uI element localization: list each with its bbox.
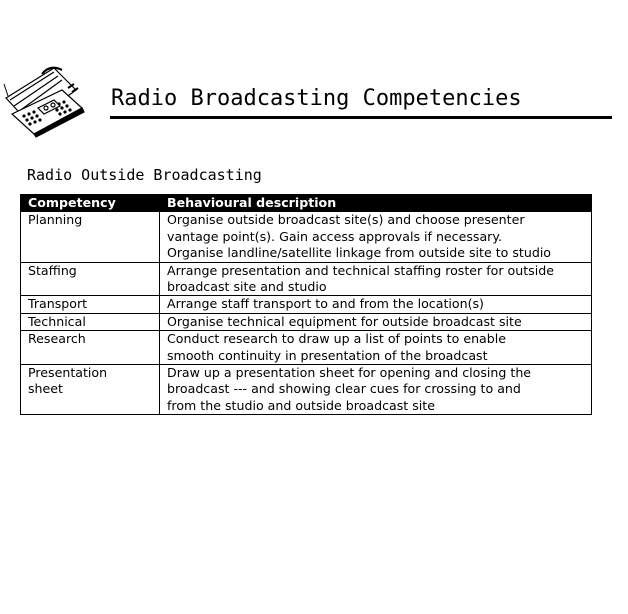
competency-cell: Planning xyxy=(21,212,160,262)
competency-cell: Research xyxy=(21,331,160,365)
table-row xyxy=(21,365,592,415)
table-row xyxy=(21,331,592,365)
description-cell: Organise outside broadcast site(s) and choose presenter vantage point(s). Gain access approvals if necessary. Organise landline/satellite linkage from outside site to studio xyxy=(160,212,592,262)
description-cell: Draw up a presentation sheet for opening and closing the broadcast --- and showing clear cues for crossing to and from the studio and outside broadcast site xyxy=(160,365,592,415)
table-row xyxy=(21,296,592,313)
description-cell: Organise technical equipment for outside broadcast site xyxy=(160,313,592,330)
competency-cell: Transport xyxy=(21,296,160,313)
competency-table xyxy=(20,194,592,415)
competency-cell: Technical xyxy=(21,313,160,330)
section-title: Radio Outside Broadcasting xyxy=(27,166,262,184)
competency-cell: Staffing xyxy=(21,262,160,296)
table-row xyxy=(21,212,592,262)
competency-cell: Presentation sheet xyxy=(21,365,160,415)
table-row xyxy=(21,313,592,330)
column-header-competency: Competency xyxy=(21,195,160,212)
description-cell: Arrange staff transport to and from the location(s) xyxy=(160,296,592,313)
table-header-row xyxy=(21,195,592,212)
title-underline xyxy=(110,116,612,119)
description-cell: Arrange presentation and technical staffing roster for outside broadcast site and studio xyxy=(160,262,592,296)
column-header-description: Behavioural description xyxy=(160,195,592,212)
description-cell: Conduct research to draw up a list of points to enable smooth continuity in presentation of the broadcast xyxy=(160,331,592,365)
table-row xyxy=(21,262,592,296)
document-title: Radio Broadcasting Competencies xyxy=(111,86,522,111)
radio-cassette-icon xyxy=(2,62,86,138)
